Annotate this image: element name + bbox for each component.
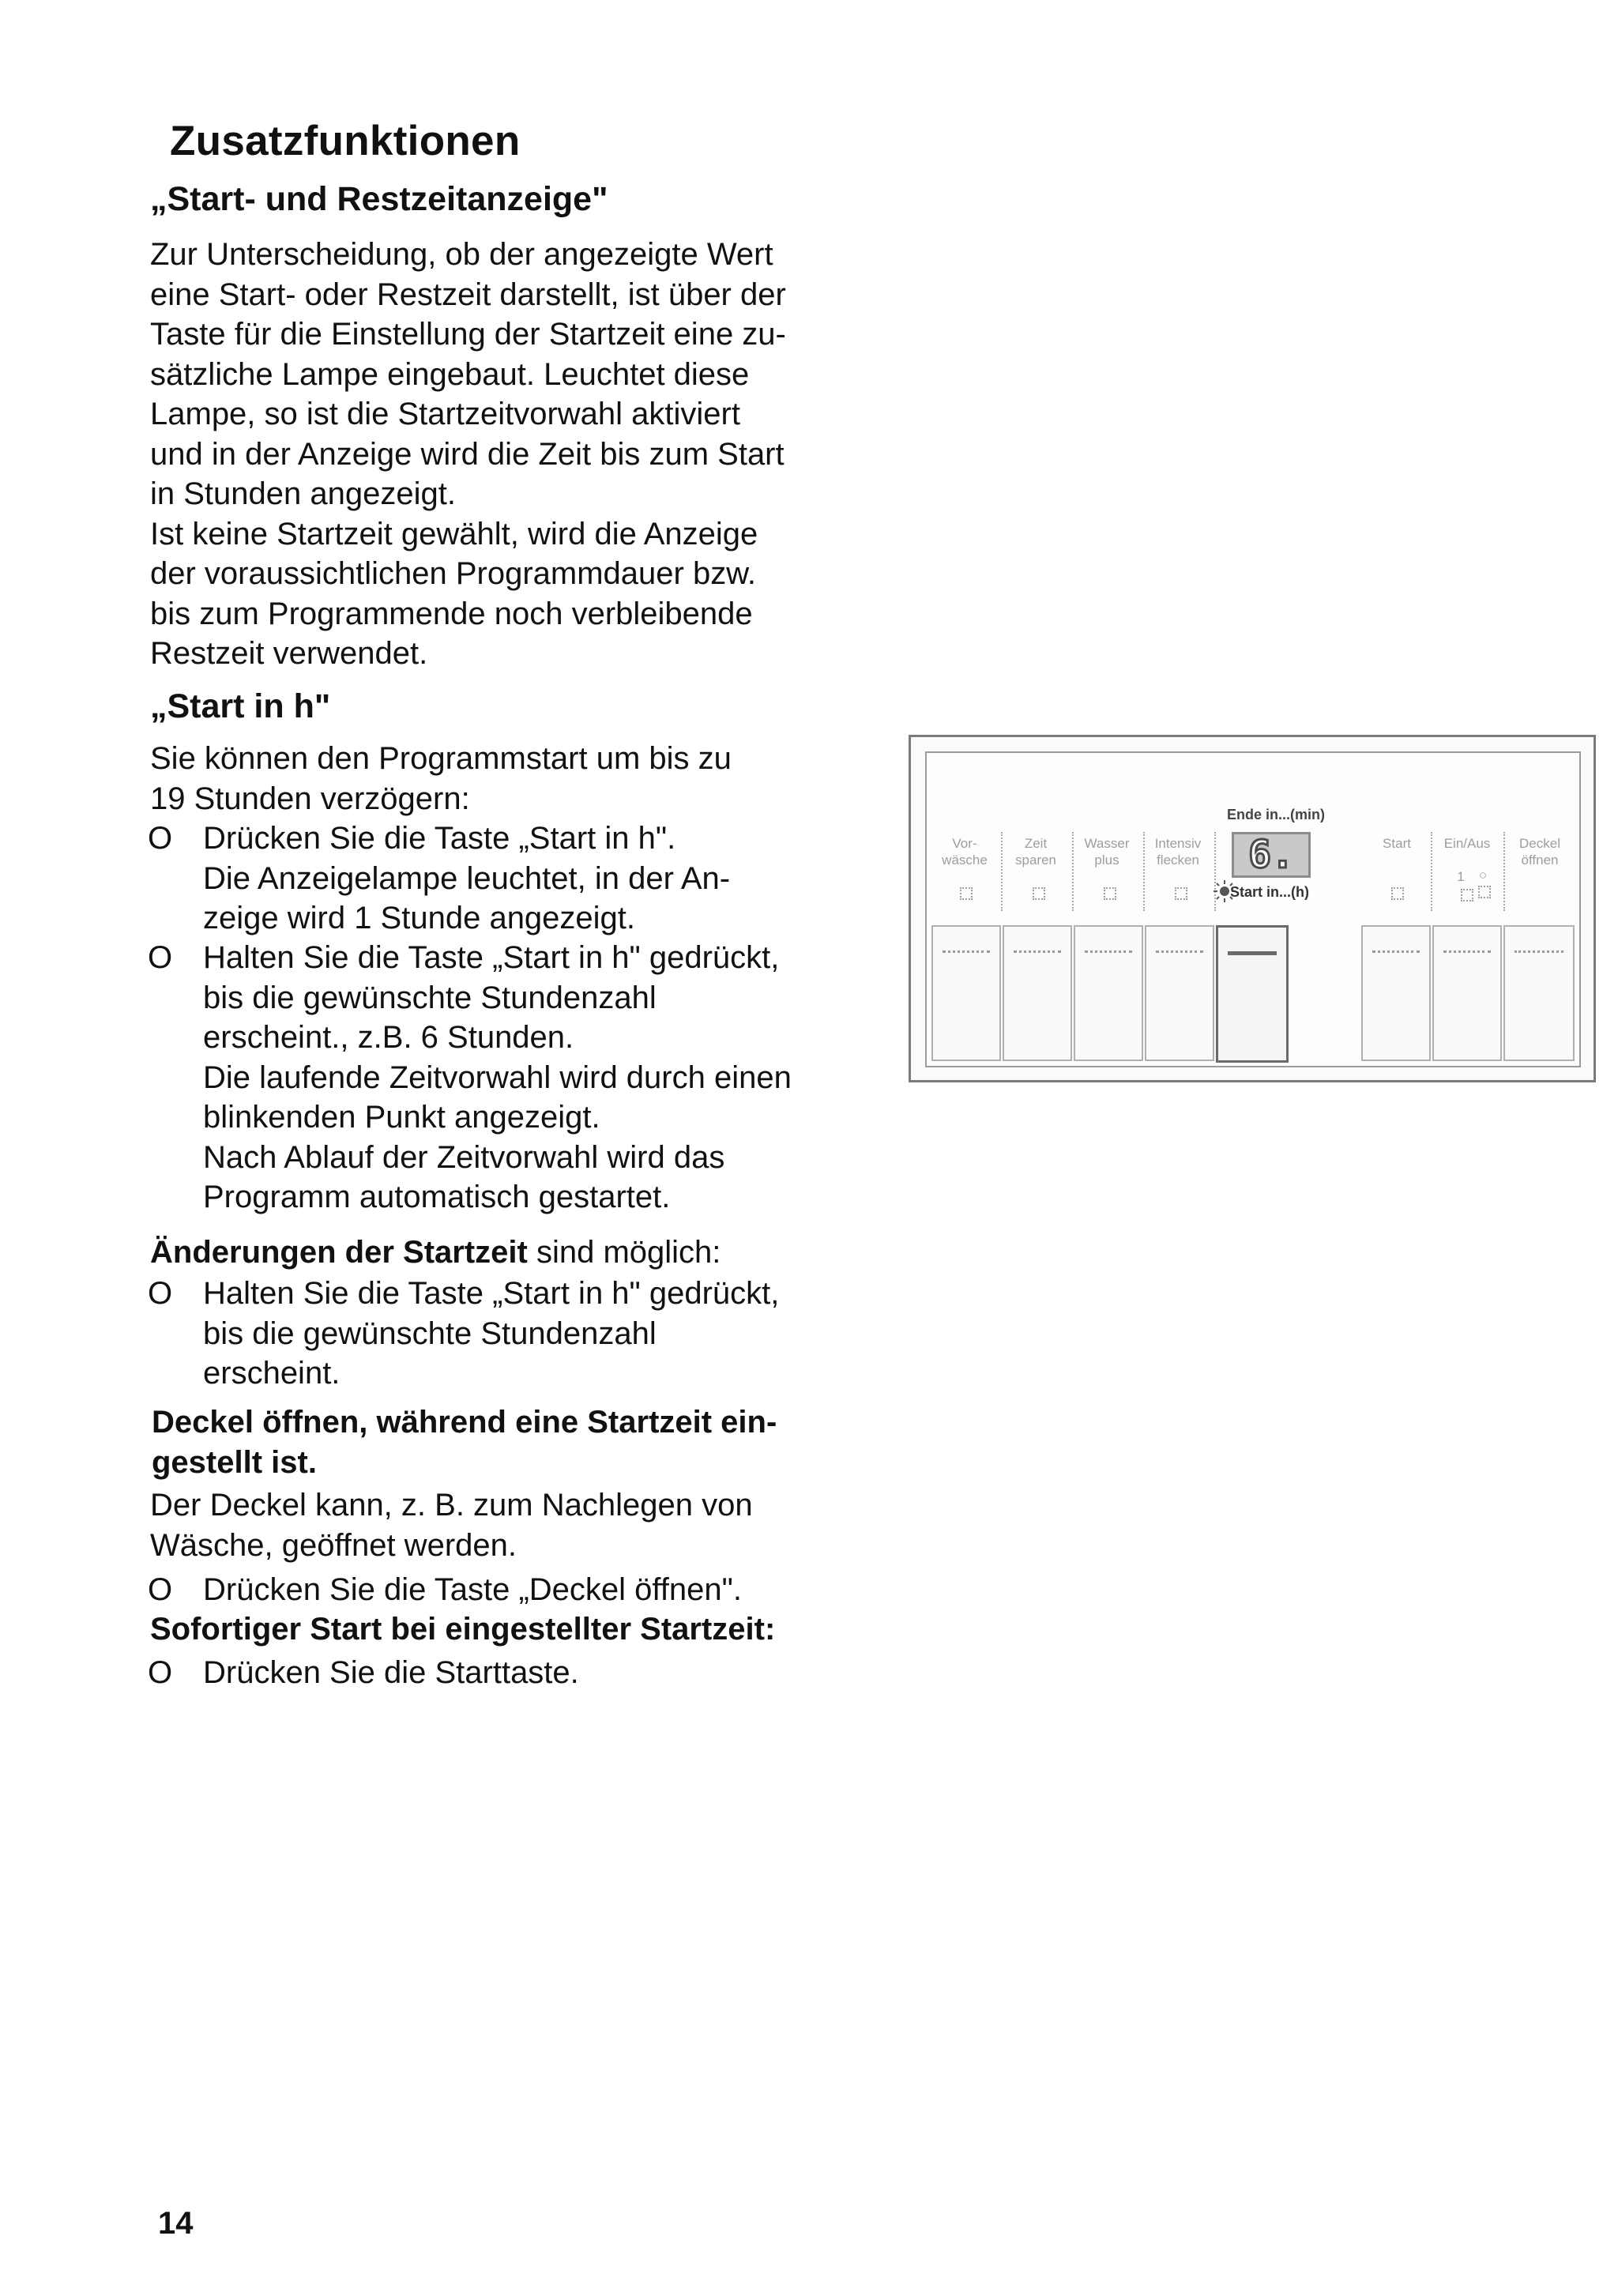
text-line: eine Start- oder Restzeit darstellt, ist über der (150, 277, 786, 312)
text-line: und in der Anzeige wird die Zeit bis zum Start (150, 436, 785, 472)
label-deckel-oeffnen: Deckel öffnen (1519, 836, 1560, 868)
bold-phrase: Änderungen der Startzeit (150, 1235, 528, 1270)
text-line: Lampe, so ist die Startzeitvorwahl aktiviert (150, 397, 740, 431)
text-line: Taste für die Einstellung der Startzeit eine zu- (150, 317, 786, 352)
text-line: der voraussichtlichen Programmdauer bzw. (150, 556, 757, 591)
list-item-text (203, 1274, 867, 1394)
control-panel-illustration (909, 735, 1594, 1081)
list-item-text: Drücken Sie die Starttaste. (203, 1655, 579, 1690)
bullet-marker: O (148, 1572, 173, 1607)
list-item-text: Drücken Sie die Taste „Deckel öffnen". (203, 1572, 742, 1607)
text-line: bis zum Programmende noch verbleibende (150, 596, 753, 631)
label-start: Start (1383, 836, 1411, 851)
indicator-lamp (1033, 887, 1045, 900)
on-symbol: 1 (1457, 869, 1465, 884)
text-line: Der Deckel kann, z. B. zum Nachlegen von (150, 1488, 753, 1523)
indicator-lamp (1104, 887, 1116, 900)
panel-frame (909, 735, 1596, 1082)
start-button[interactable] (1361, 925, 1431, 1061)
text-line: Wäsche, geöffnet werden. (150, 1527, 517, 1563)
text-line: in Stunden angezeigt. (150, 476, 456, 511)
label-vorwaesche: Vor- wäsche (942, 836, 988, 868)
label-zeit-sparen: Zeit sparen (1015, 836, 1056, 868)
text-line: bis die gewünschte Stundenzahl (203, 980, 657, 1015)
indicator-lamp (1461, 889, 1473, 901)
section-heading-deckel-oeffnen (152, 1402, 863, 1482)
label-intensiv-flecken: Intensiv flecken (1154, 836, 1202, 868)
wasser-plus-button[interactable] (1074, 925, 1143, 1061)
text-line: Drücken Sie die Taste „Start in h". (203, 821, 676, 856)
start-in-h-button[interactable] (1216, 925, 1289, 1063)
display-digit: 6. (1248, 833, 1294, 877)
separator (1431, 832, 1432, 911)
section-heading-start-in-h: „Start in h" (150, 687, 331, 725)
separator (1143, 832, 1145, 911)
bullet-marker: O (148, 821, 173, 856)
list-item-text (203, 819, 867, 939)
text-line: Sie können den Programmstart um bis zu (150, 741, 732, 776)
separator (1503, 832, 1505, 911)
text-line: Deckel öffnen, während eine Startzeit ein- (152, 1405, 777, 1440)
section-heading-start-restzeit: „Start- und Restzeitanzeige" (150, 180, 608, 218)
label-ein-aus: Ein/Aus (1443, 836, 1491, 851)
text-line: Restzeit verwendet. (150, 636, 428, 671)
text-line: erscheint. (203, 1356, 341, 1391)
panel-face (925, 751, 1581, 1067)
section-intro-start-in-h (150, 739, 861, 819)
intensiv-flecken-button[interactable] (1145, 925, 1214, 1061)
ende-in-label: Ende in...(min) (1227, 807, 1325, 822)
text-line: Zur Unterscheidung, ob der angezeigte Wert (150, 237, 773, 272)
indicator-lamp (1391, 887, 1404, 900)
text-line: zeige wird 1 Stunde angezeigt. (203, 901, 636, 935)
bullet-marker: O (148, 940, 173, 975)
indicator-lamp (960, 887, 973, 900)
page-title: Zusatzfunktionen (170, 118, 521, 164)
page-number: 14 (158, 2206, 194, 2241)
text-line: Nach Ablauf der Zeitvorwahl wird das (203, 1139, 725, 1175)
off-symbol: ○ (1478, 868, 1488, 883)
text-line: Die Anzeigelampe leuchtet, in der An- (203, 860, 731, 896)
text-line: bis die gewünschte Stundenzahl (203, 1315, 657, 1351)
separator (1001, 832, 1003, 911)
time-display (1232, 832, 1311, 878)
separator (1072, 832, 1074, 911)
ein-aus-button[interactable] (1432, 925, 1502, 1061)
zeit-sparen-button[interactable] (1003, 925, 1072, 1061)
list-item-text (203, 938, 867, 1218)
indicator-lamp (1478, 886, 1491, 898)
section-body-deckel-oeffnen (150, 1485, 861, 1565)
text-line: 19 Stunden verzögern: (150, 781, 470, 816)
text-line: Halten Sie die Taste „Start in h" gedrückt, (203, 940, 780, 975)
indicator-lamp (1175, 887, 1187, 900)
section-body-start-restzeit (150, 235, 861, 674)
deckel-oeffnen-button[interactable] (1503, 925, 1575, 1061)
text-line: blinkenden Punkt angezeigt. (203, 1100, 600, 1135)
bullet-marker: O (148, 1276, 173, 1311)
section-heading-aenderungen (150, 1233, 861, 1273)
section-heading-sofortiger-start: Sofortiger Start bei eingestellter Startzeit: (150, 1612, 776, 1647)
start-in-label: Start in...(h) (1230, 884, 1309, 900)
vorwaesche-button[interactable] (931, 925, 1001, 1061)
label-wasser-plus: Wasser plus (1084, 836, 1130, 868)
text-line: gestellt ist. (152, 1444, 317, 1480)
bullet-marker: O (148, 1655, 173, 1690)
text-line: Programm automatisch gestartet. (203, 1180, 671, 1214)
text-line: Halten Sie die Taste „Start in h" gedrückt, (203, 1276, 780, 1311)
text-line: sätzliche Lampe eingebaut. Leuchtet diese (150, 356, 750, 392)
text-line: Die laufende Zeitvorwahl wird durch einen (203, 1060, 792, 1095)
text-line: Ist keine Startzeit gewählt, wird die Anzeige (150, 516, 758, 551)
text-phrase: sind möglich: (527, 1235, 721, 1270)
text-line: erscheint., z.B. 6 Stunden. (203, 1020, 574, 1055)
